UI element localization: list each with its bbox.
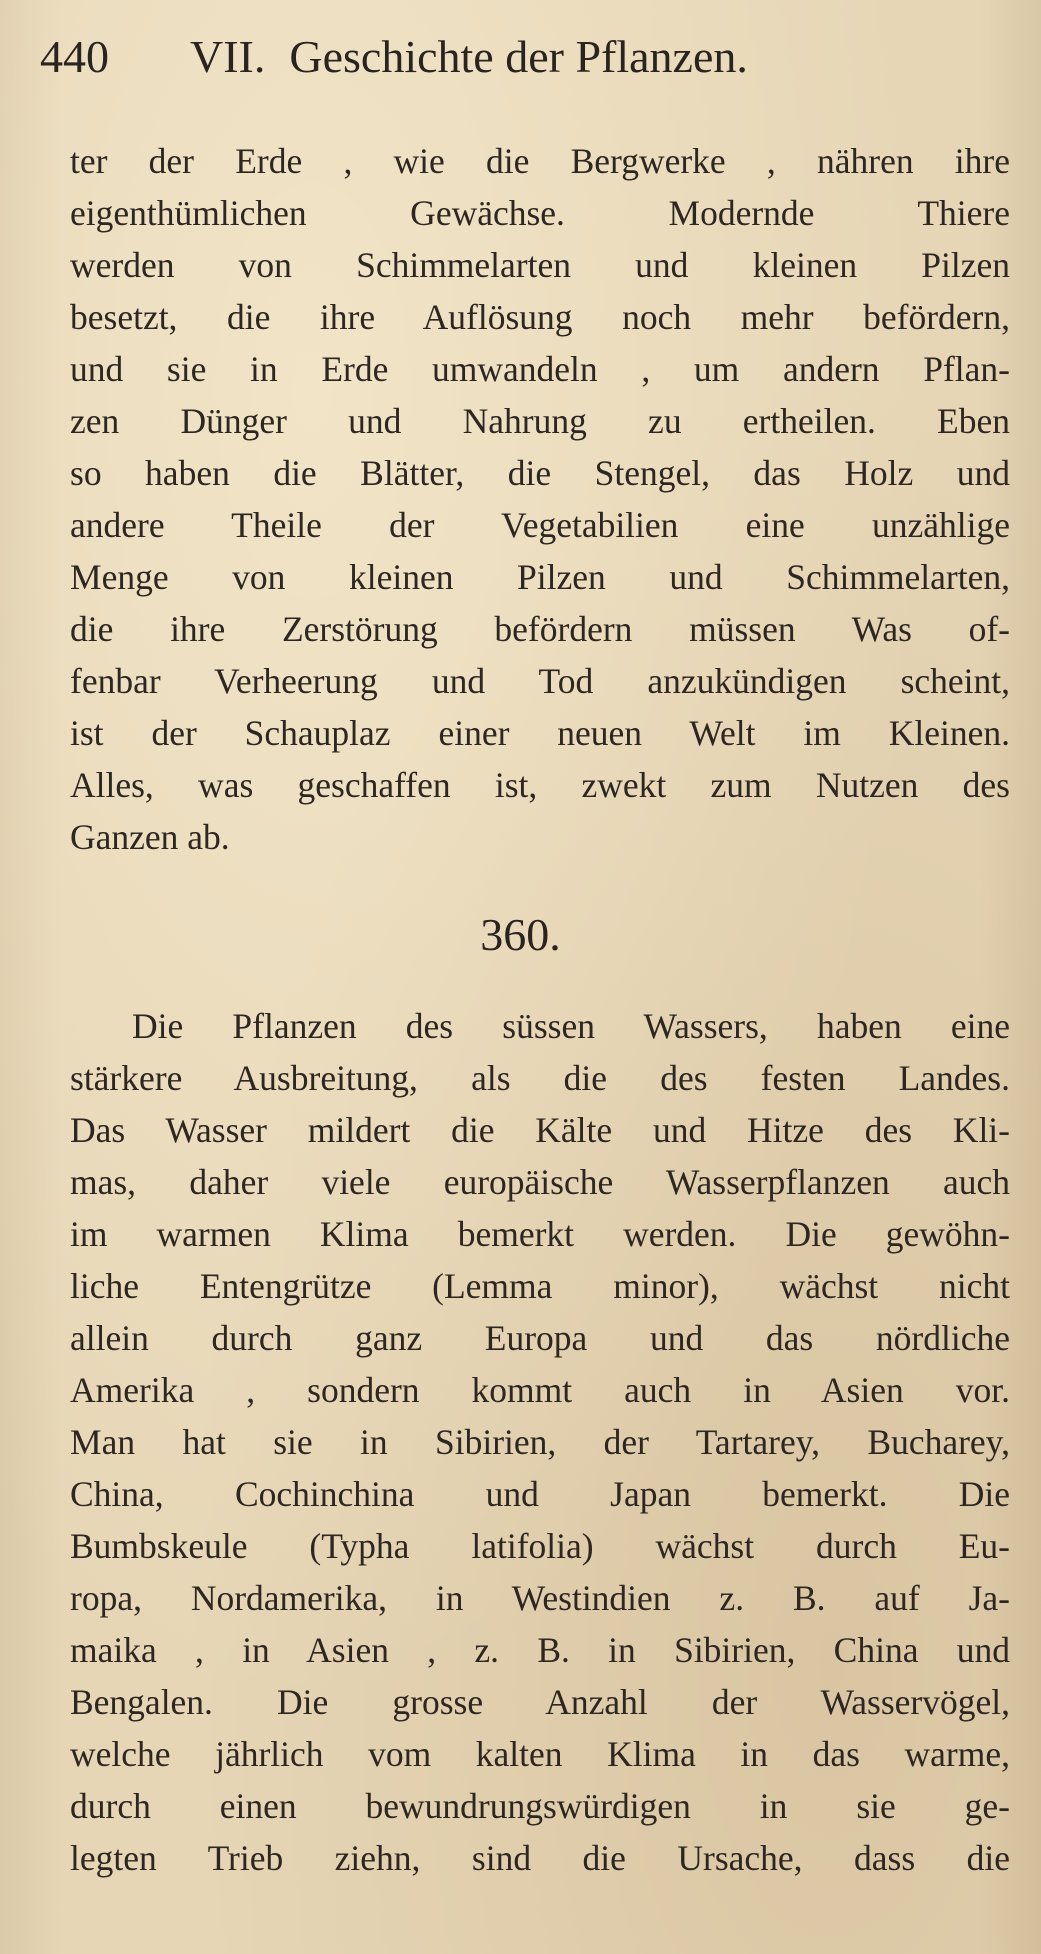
page-number: 440	[40, 31, 109, 82]
text-line: Ganzen ab.	[70, 817, 230, 857]
text-line: werden von Schimmelarten und kleinen Pilzen	[70, 245, 1010, 285]
text-line: mas, daher viele europäische Wasserpflanzen auch	[70, 1162, 1010, 1202]
text-line: welche jährlich vom kalten Klima in das warme,	[70, 1734, 1010, 1774]
text-line: China, Cochinchina und Japan bemerkt. Die	[70, 1474, 1010, 1514]
chapter-number: VII.	[190, 31, 266, 82]
text-line: ropa, Nordamerika, in Westindien z. B. auf Ja-	[70, 1578, 1010, 1618]
paragraph-2	[70, 1000, 1010, 1884]
text-line: besetzt, die ihre Auflösung noch mehr befördern,	[70, 297, 1010, 337]
text-line: die ihre Zerstörung befördern müssen Was of-	[70, 609, 1010, 649]
text-line: andere Theile der Vegetabilien eine unzählige	[70, 505, 1010, 545]
text-line: Alles, was geschaffen ist, zwekt zum Nutzen des	[70, 765, 1010, 805]
text-line: Bumbskeule (Typha latifolia) wächst durch Eu-	[70, 1526, 1010, 1566]
text-line: fenbar Verheerung und Tod anzukündigen scheint,	[70, 661, 1010, 701]
section-number: 360.	[480, 909, 561, 960]
text-line: so haben die Blätter, die Stengel, das Holz und	[70, 453, 1010, 493]
text-line: legten Trieb ziehn, sind die Ursache, dass die	[70, 1838, 1010, 1878]
chapter-title: Geschichte der Pflanzen.	[289, 31, 748, 82]
text-line: eigenthümlichen Gewächse. Modernde Thiere	[70, 193, 1010, 233]
text-line: ist der Schauplaz einer neuen Welt im Kleinen.	[70, 713, 1010, 753]
paragraph-1	[70, 135, 1010, 863]
text-line: stärkere Ausbreitung, als die des festen Landes.	[70, 1058, 1010, 1098]
text-line: liche Entengrütze (Lemma minor), wächst nicht	[70, 1266, 1010, 1306]
text-line: maika , in Asien , z. B. in Sibirien, China und	[70, 1630, 1010, 1670]
text-line: Menge von kleinen Pilzen und Schimmelarten,	[70, 557, 1010, 597]
text-line: durch einen bewundrungswürdigen in sie ge-	[70, 1786, 1010, 1826]
text-line: und sie in Erde umwandeln , um andern Pflan-	[70, 349, 1010, 389]
text-line: zen Dünger und Nahrung zu ertheilen. Eben	[70, 401, 1010, 441]
running-head	[40, 22, 1000, 92]
text-line: Amerika , sondern kommt auch in Asien vor.	[70, 1370, 1010, 1410]
text-line: allein durch ganz Europa und das nördliche	[70, 1318, 1010, 1358]
text-line: im warmen Klima bemerkt werden. Die gewöhn-	[70, 1214, 1010, 1254]
text-line: Bengalen. Die grosse Anzahl der Wasservögel,	[70, 1682, 1010, 1722]
text-line: Man hat sie in Sibirien, der Tartarey, Bucharey,	[70, 1422, 1010, 1462]
text-line: Die Pflanzen des süssen Wassers, haben eine	[132, 1006, 1010, 1046]
text-line: Das Wasser mildert die Kälte und Hitze des Kli-	[70, 1110, 1010, 1150]
text-line: ter der Erde , wie die Bergwerke , nähren ihre	[70, 141, 1010, 181]
